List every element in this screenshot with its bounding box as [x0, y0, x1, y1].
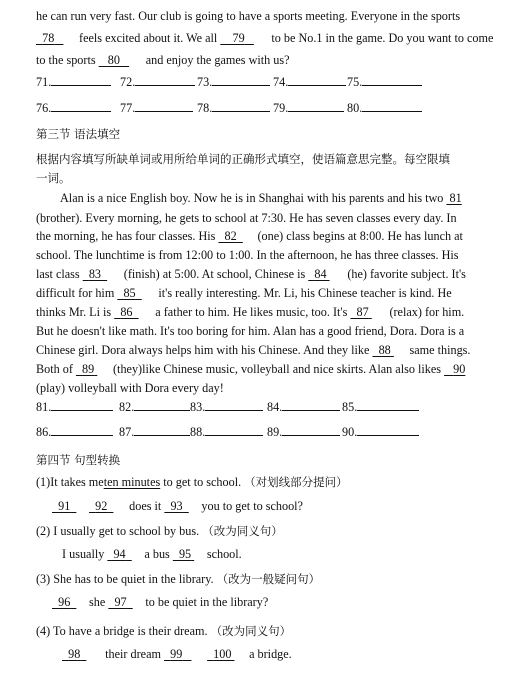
answer-86[interactable]: [36, 424, 113, 440]
answer-78[interactable]: [197, 100, 270, 116]
passage-line: [60, 190, 479, 206]
answer-line: [51, 100, 111, 112]
blank-number: 99: [170, 647, 183, 661]
passage-line: [36, 285, 479, 301]
answer-text: a bus: [144, 547, 170, 561]
passage-text: (relax) for him.: [389, 305, 465, 319]
blank-84[interactable]: [308, 266, 344, 282]
blank-number: 92: [95, 499, 108, 513]
answer-line: [288, 74, 346, 86]
blank-92[interactable]: [89, 498, 123, 514]
question-3-answer: [52, 594, 479, 610]
answer-number: 80.: [347, 101, 363, 115]
answer-number: 87.: [119, 425, 135, 439]
answer-number: 83.: [190, 400, 206, 414]
answer-line: [205, 399, 263, 411]
passage-line: [36, 30, 494, 46]
answer-number: 89.: [267, 425, 283, 439]
blank-98[interactable]: [62, 646, 96, 662]
blank-87[interactable]: [350, 304, 386, 320]
passage-text: last class: [36, 267, 80, 281]
answer-line: [357, 399, 419, 411]
blank-82[interactable]: [218, 228, 254, 244]
blank-number: 84: [314, 267, 327, 281]
answer-line: [212, 74, 270, 86]
passage-text: (they)like Chinese music, volleyball and nice skirts. Alan also likes: [113, 362, 441, 376]
passage-text: Both of: [36, 362, 73, 376]
passage-text: Chinese girl. Dora always helps him with his Chinese. And they like: [36, 343, 370, 357]
blank-number: 100: [213, 647, 232, 661]
passage-text: (he) favorite subject. It's: [347, 267, 466, 281]
answer-text: a bridge.: [249, 647, 292, 661]
blank-number: 86: [120, 305, 133, 319]
blank-number: 80: [107, 53, 120, 67]
answer-number: 82.: [119, 400, 135, 414]
blank-81[interactable]: [446, 190, 476, 206]
answer-number: 77.: [120, 101, 136, 115]
answer-line: [51, 424, 113, 436]
passage-text: same things.: [409, 343, 471, 357]
question-1: [36, 474, 479, 490]
blank-80[interactable]: [99, 52, 143, 68]
passage-text: to the sports: [36, 53, 96, 67]
answer-line: [282, 424, 340, 436]
passage-line: But he doesn't like math. It's too boring for him. Alan has a good friend, Dora. Dora is a: [36, 324, 465, 338]
blank-number: 87: [356, 305, 369, 319]
answer-line: [134, 399, 190, 411]
question-text: (4) To have a bridge is their dream.: [36, 624, 208, 638]
passage-line: (play) volleyball with Dora every day!: [36, 381, 224, 395]
answer-line: [212, 100, 270, 112]
answer-87[interactable]: [119, 424, 190, 440]
blank-85[interactable]: [117, 285, 155, 301]
answer-number: 73.: [197, 75, 213, 89]
passage-line: [36, 304, 479, 320]
answer-text: you to get to school?: [201, 499, 303, 513]
answer-number: 86.: [36, 425, 52, 439]
answer-82[interactable]: [119, 399, 190, 415]
answer-76[interactable]: [36, 100, 111, 116]
answer-line: [362, 74, 422, 86]
blank-99[interactable]: [164, 646, 204, 662]
answer-number: 90.: [342, 425, 358, 439]
passage-line: he can run very fast. Our club is going to have a sports meeting. Everyone in the sports: [36, 9, 461, 23]
question-2: [36, 523, 479, 539]
section-3-instruction: 根据内容填写所缺单词或用所给单词的正确形式填空，使语篇意思完整。每空限填: [36, 152, 450, 166]
answer-number: 79.: [273, 101, 289, 115]
answer-71[interactable]: [36, 74, 111, 90]
blank-number: 85: [123, 286, 136, 300]
blank-number: 93: [170, 499, 183, 513]
answer-77[interactable]: [120, 100, 193, 116]
blank-number: 78: [42, 31, 55, 45]
answer-number: 71.: [36, 75, 52, 89]
question-text: (2) I usually get to school by bus.: [36, 524, 200, 538]
passage-text: Alan is a nice English boy. Now he is in Shanghai with his parents and his two: [60, 191, 444, 205]
blank-88[interactable]: [372, 342, 406, 358]
answer-number: 84.: [267, 400, 283, 414]
blank-93[interactable]: [164, 498, 198, 514]
question-4: [36, 623, 479, 639]
answer-line: [51, 74, 111, 86]
passage-line: [36, 361, 479, 377]
passage-line: [36, 52, 479, 68]
answer-number: 72.: [120, 75, 136, 89]
blank-97[interactable]: [108, 594, 142, 610]
answer-72[interactable]: [120, 74, 195, 90]
answer-number: 81.: [36, 400, 52, 414]
passage-text: thinks Mr. Li is: [36, 305, 112, 319]
blank-100[interactable]: [207, 646, 249, 662]
question-text: to get to school.: [163, 475, 242, 489]
section-3-instruction: 一词。: [36, 171, 71, 185]
question-instruction: （对划线部分提问）: [244, 475, 348, 489]
answer-number: 88.: [190, 425, 206, 439]
answer-text: to be quiet in the library?: [145, 595, 269, 609]
answer-line: [282, 399, 340, 411]
answer-number: 76.: [36, 101, 52, 115]
answer-83[interactable]: [190, 399, 263, 415]
section-4-title: 第四节 句型转换: [36, 453, 121, 467]
question-text: (1)It takes me: [36, 475, 104, 489]
blank-94[interactable]: [107, 546, 141, 562]
passage-line: [36, 266, 479, 282]
blank-89[interactable]: [76, 361, 110, 377]
question-2-answer: [62, 546, 479, 562]
answer-line: [135, 100, 193, 112]
passage-text: (finish) at 5:00. At school, Chinese is: [123, 267, 306, 281]
blank-91[interactable]: [52, 498, 86, 514]
answer-88[interactable]: [190, 424, 263, 440]
passage-text: and enjoy the games with us?: [145, 53, 290, 67]
answer-number: 85.: [342, 400, 358, 414]
answer-84[interactable]: [267, 399, 340, 415]
answer-85[interactable]: [342, 399, 419, 415]
blank-96[interactable]: [52, 594, 86, 610]
blank-number: 83: [88, 267, 101, 281]
passage-line: [36, 342, 479, 358]
passage-line: school. The lunchtime is from 12:00 to 1:00. In the afternoon, he has three classes. His: [36, 248, 459, 262]
blank-83[interactable]: [83, 266, 121, 282]
answer-text: school.: [206, 547, 242, 561]
blank-number: 88: [378, 343, 391, 357]
answer-74[interactable]: [273, 74, 346, 90]
answer-text: I usually: [62, 547, 105, 561]
answer-text: their dream: [105, 647, 161, 661]
question-instruction: （改为一般疑问句）: [216, 572, 321, 586]
blank-number: 95: [178, 547, 192, 561]
blank-number: 90: [453, 362, 466, 376]
answer-number: 75.: [347, 75, 363, 89]
blank-number: 82: [224, 229, 237, 243]
blank-number: 98: [68, 647, 81, 661]
answer-79[interactable]: [273, 100, 344, 116]
answer-89[interactable]: [267, 424, 340, 440]
answer-81[interactable]: [36, 399, 113, 415]
passage-text: the morning, he has four classes. His: [36, 229, 216, 243]
answer-80[interactable]: [347, 100, 422, 116]
blank-number: 89: [82, 362, 95, 376]
passage-text: difficult for him: [36, 286, 115, 300]
answer-line: [362, 100, 422, 112]
passage-text: (one) class begins at 8:00. He has lunch at: [257, 229, 463, 243]
question-4-answer: [62, 646, 479, 662]
answer-number: 74.: [273, 75, 289, 89]
answer-73[interactable]: [197, 74, 270, 90]
blank-number: 81: [449, 191, 462, 205]
answer-line: [205, 424, 263, 436]
blank-90[interactable]: [444, 361, 478, 377]
question-text: (3) She has to be quiet in the library.: [36, 572, 214, 586]
answer-text: she: [89, 595, 106, 609]
answer-line: [357, 424, 419, 436]
section-3-title: 第三节 语法填空: [36, 127, 121, 141]
blank-number: 79: [232, 31, 245, 45]
blank-number: 91: [58, 499, 71, 513]
answer-line: [51, 399, 113, 411]
blank-number: 96: [58, 595, 71, 609]
answer-line: [288, 100, 344, 112]
answer-line: [135, 74, 195, 86]
question-instruction: （改为同义句）: [210, 624, 292, 638]
answer-text: does it: [129, 499, 162, 513]
answer-75[interactable]: [347, 74, 422, 90]
blank-79[interactable]: [220, 30, 268, 46]
question-1-answer: [52, 498, 479, 514]
blank-95[interactable]: [173, 546, 207, 562]
blank-78[interactable]: [36, 30, 76, 46]
question-3: [36, 571, 479, 587]
answer-90[interactable]: [342, 424, 419, 440]
passage-text: feels excited about it. We all: [79, 31, 218, 45]
passage-line: (brother). Every morning, he gets to school at 7:30. He has seven classes every day. In: [36, 211, 457, 225]
blank-86[interactable]: [114, 304, 152, 320]
passage-line: [36, 228, 479, 244]
answer-number: 78.: [197, 101, 213, 115]
blank-number: 94: [113, 547, 126, 561]
blank-number: 97: [114, 595, 127, 609]
passage-text: to be No.1 in the game. Do you want to come: [271, 31, 494, 45]
question-instruction: （改为同义句）: [202, 524, 283, 538]
underlined-phrase: ten minutes: [103, 475, 161, 489]
passage-text: it's really interesting. Mr. Li, his Chinese teacher is kind. He: [158, 286, 452, 300]
answer-line: [134, 424, 190, 436]
passage-text: a father to him. He likes music, too. It's: [155, 305, 348, 319]
